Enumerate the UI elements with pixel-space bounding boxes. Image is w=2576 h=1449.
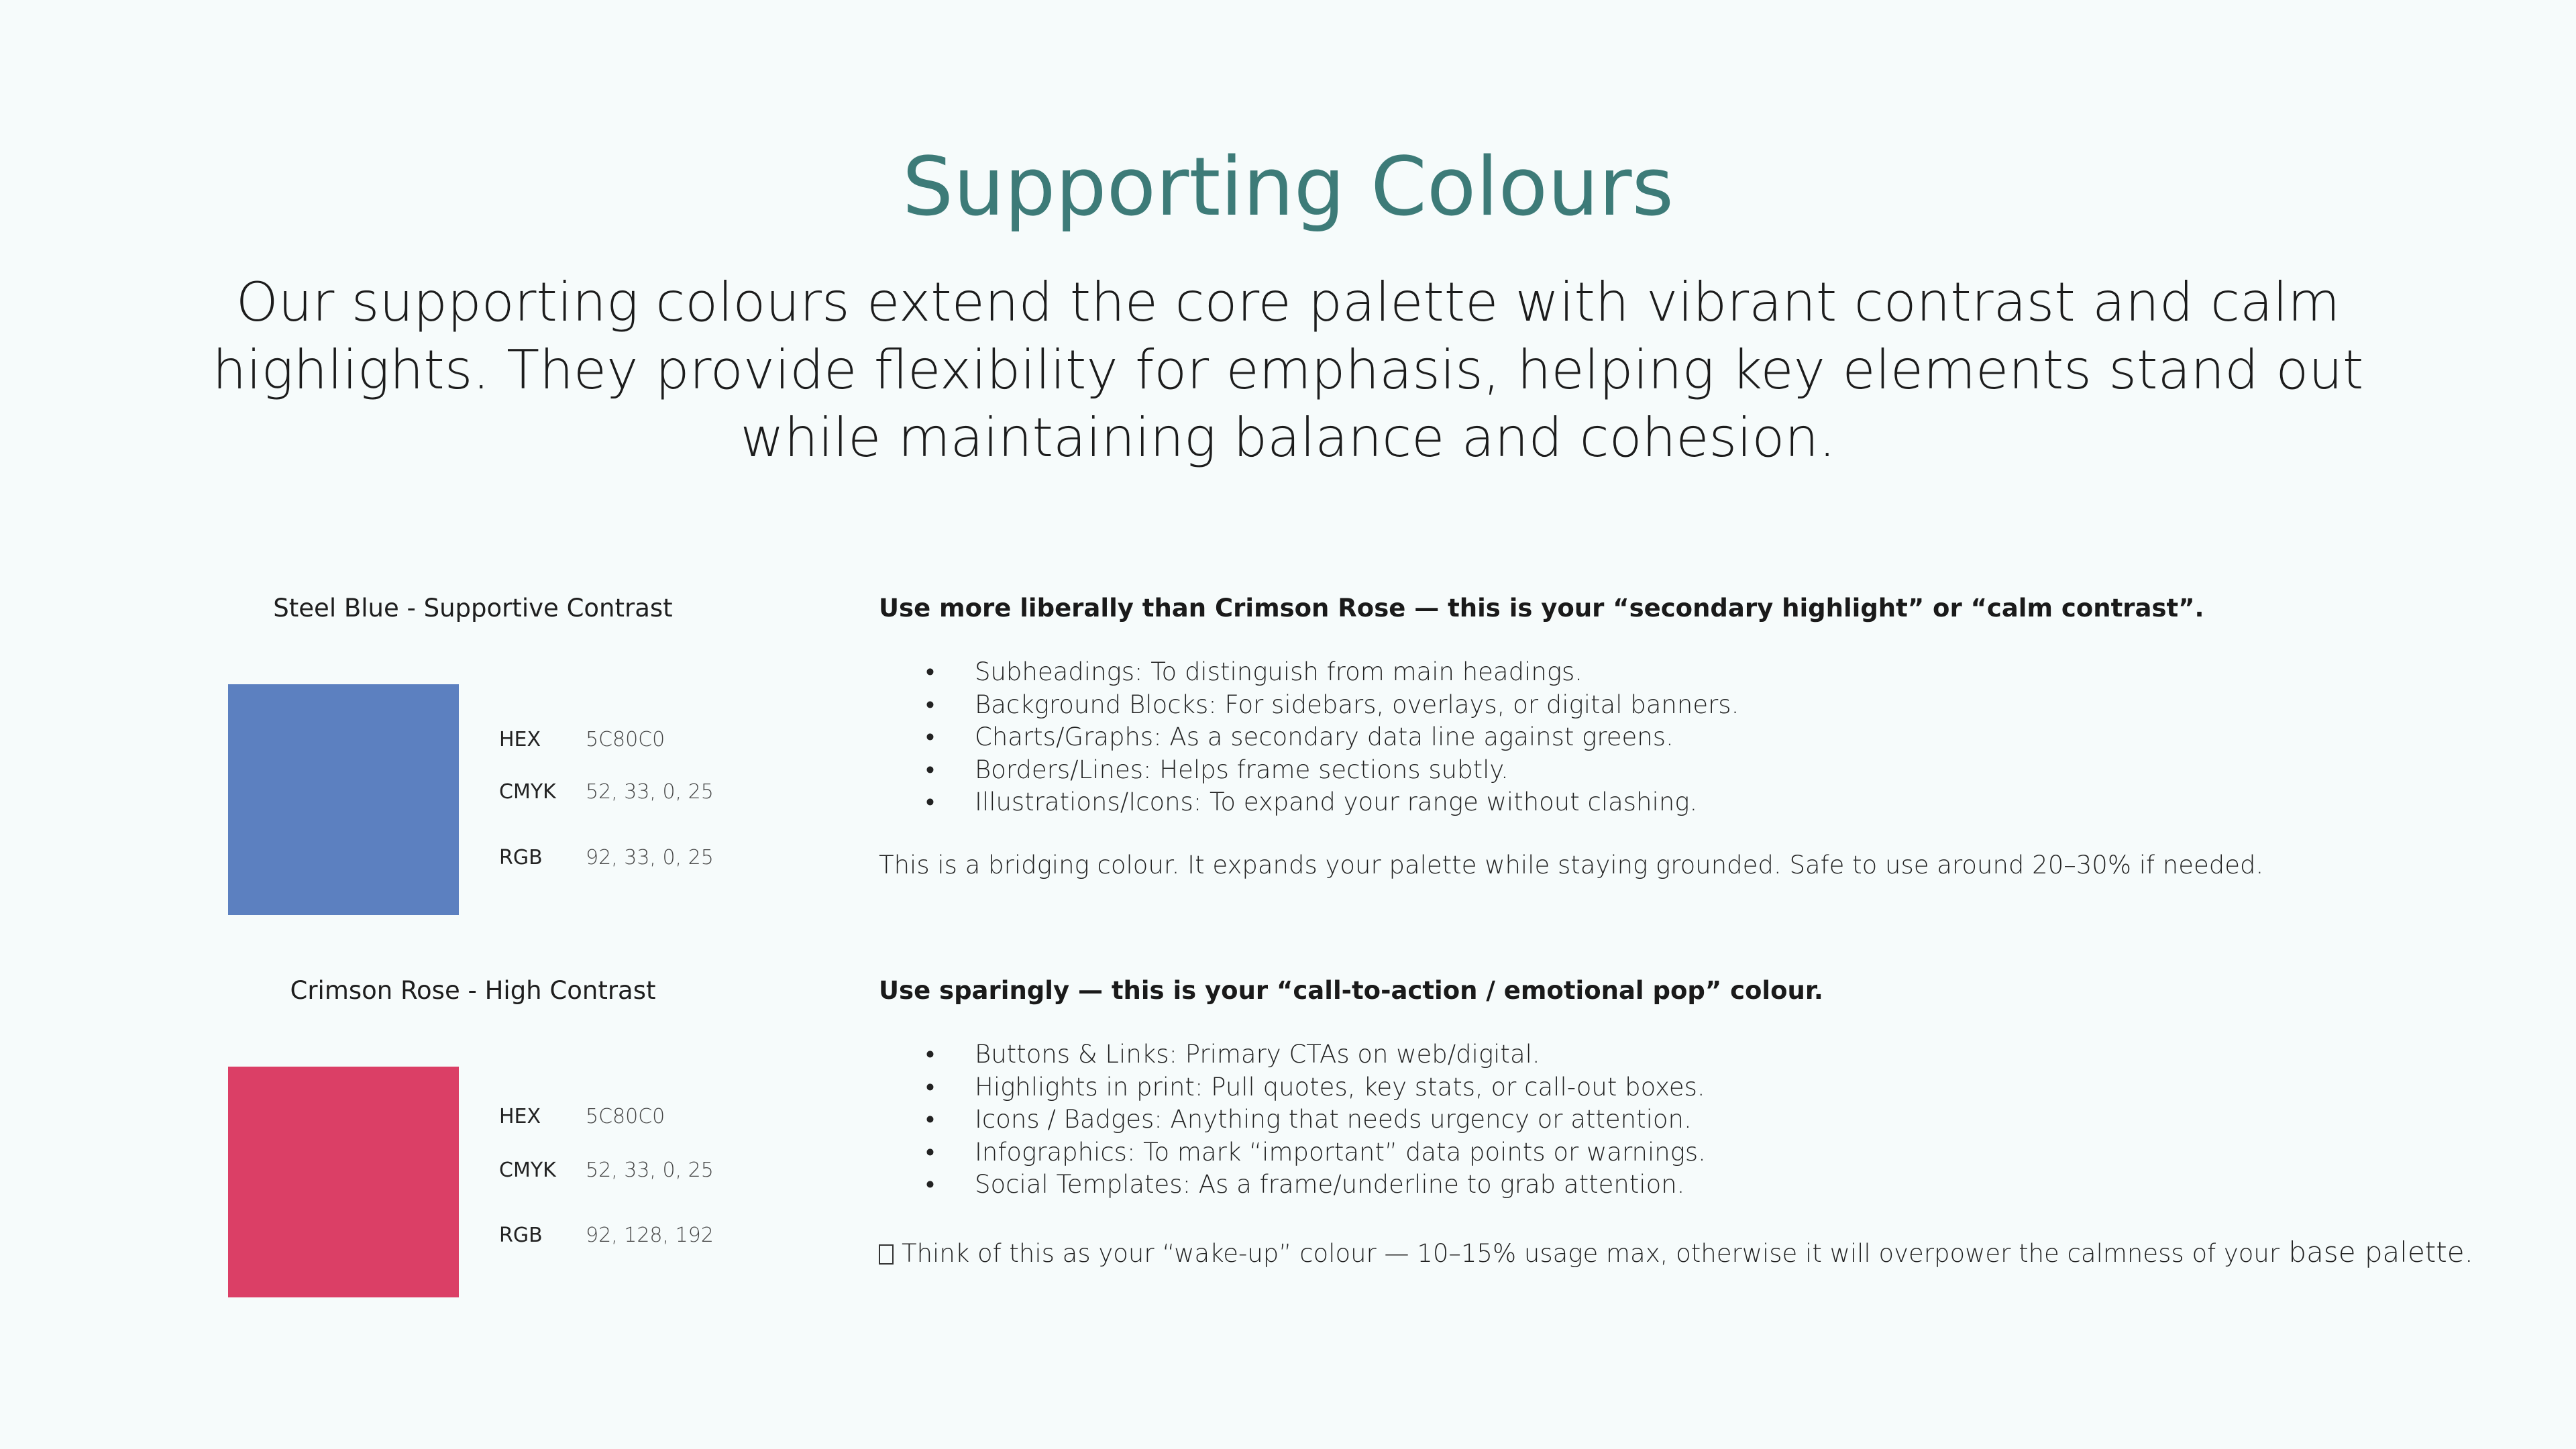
steel-blue-usage-heading: Use more liberally than Crimson Rose — this is your “secondary highlight” or “calm contrast”. bbox=[879, 594, 2204, 623]
steel-blue-rgb-label: RGB bbox=[499, 846, 543, 869]
list-item-text: Illustrations/Icons: To expand your range without clashing. bbox=[975, 788, 1698, 816]
list-item-text: Subheadings: To distinguish from main headings. bbox=[975, 657, 1583, 686]
list-item bbox=[926, 786, 2469, 819]
list-item-text: Borders/Lines: Helps frame sections subtly. bbox=[975, 755, 1509, 784]
missing-glyph-icon bbox=[879, 1244, 894, 1265]
crimson-rose-hex-label: HEX bbox=[499, 1105, 541, 1128]
intro-paragraph: Our supporting colours extend the core palette with vibrant contrast and calm highlights. They provide flexibility for emphasis, helping key elements stand out while maintaining balance and cohesion. bbox=[212, 271, 2364, 469]
bullet-icon: • bbox=[926, 755, 934, 784]
list-item bbox=[926, 1104, 2469, 1136]
steel-blue-swatch bbox=[228, 684, 459, 915]
steel-blue-cmyk-label: CMYK bbox=[499, 780, 556, 804]
bullet-icon: • bbox=[926, 722, 934, 751]
list-item bbox=[926, 1071, 2469, 1104]
steel-blue-rgb-value: 92, 33, 0, 25 bbox=[586, 846, 714, 869]
crimson-rose-hex-value: 5C80C0 bbox=[586, 1105, 665, 1128]
list-item bbox=[926, 754, 2469, 787]
bullet-icon: • bbox=[926, 1105, 934, 1134]
steel-blue-hex-label: HEX bbox=[499, 728, 541, 751]
steel-blue-usage-note: This is a bridging colour. It expands your palette while staying grounded. Safe to use around 20–30% if needed. bbox=[879, 851, 2264, 879]
bullet-icon: • bbox=[926, 788, 934, 816]
list-item bbox=[926, 721, 2469, 754]
bullet-icon: • bbox=[926, 1170, 934, 1199]
crimson-rose-rgb-value: 92, 128, 192 bbox=[586, 1224, 714, 1247]
crimson-rose-cmyk-value: 52, 33, 0, 25 bbox=[586, 1159, 714, 1182]
note-tail-text: base palette. bbox=[2279, 1236, 2473, 1269]
crimson-rose-swatch bbox=[228, 1067, 459, 1297]
list-item bbox=[926, 1136, 2469, 1169]
crimson-rose-usage-list bbox=[926, 1038, 2469, 1201]
steel-blue-hex-value: 5C80C0 bbox=[586, 728, 665, 751]
list-item-text: Background Blocks: For sidebars, overlays, or digital banners. bbox=[975, 690, 1739, 719]
list-item-text: Infographics: To mark “important” data points or warnings. bbox=[975, 1137, 1706, 1167]
note-text: Think of this as your “wake-up” colour — 10–15% usage max, otherwise it will overpower the calmness of your bbox=[902, 1239, 2280, 1268]
list-item-text: Highlights in print: Pull quotes, key stats, or call-out boxes. bbox=[975, 1072, 1705, 1102]
crimson-rose-usage-heading: Use sparingly — this is your “call-to-action / emotional pop” colour. bbox=[879, 976, 1823, 1005]
bullet-icon: • bbox=[926, 1040, 934, 1069]
list-item bbox=[926, 656, 2469, 689]
page-title: Supporting Colours bbox=[902, 141, 1674, 234]
crimson-rose-title: Crimson Rose - High Contrast bbox=[290, 976, 656, 1005]
list-item bbox=[926, 1038, 2469, 1071]
bullet-icon: • bbox=[926, 1137, 934, 1167]
list-item bbox=[926, 689, 2469, 722]
steel-blue-title: Steel Blue - Supportive Contrast bbox=[273, 594, 673, 623]
crimson-rose-usage-note bbox=[879, 1236, 2522, 1271]
list-item bbox=[926, 1169, 2469, 1201]
steel-blue-usage-list bbox=[926, 656, 2469, 819]
crimson-rose-cmyk-label: CMYK bbox=[499, 1159, 556, 1182]
bullet-icon: • bbox=[926, 1072, 934, 1102]
list-item-text: Charts/Graphs: As a secondary data line against greens. bbox=[975, 722, 1674, 751]
list-item-text: Social Templates: As a frame/underline to grab attention. bbox=[975, 1170, 1685, 1199]
crimson-rose-rgb-label: RGB bbox=[499, 1224, 543, 1247]
list-item-text: Icons / Badges: Anything that needs urgency or attention. bbox=[975, 1105, 1692, 1134]
bullet-icon: • bbox=[926, 657, 934, 686]
bullet-icon: • bbox=[926, 690, 934, 719]
steel-blue-cmyk-value: 52, 33, 0, 25 bbox=[586, 780, 714, 804]
list-item-text: Buttons & Links: Primary CTAs on web/digital. bbox=[975, 1040, 1540, 1069]
